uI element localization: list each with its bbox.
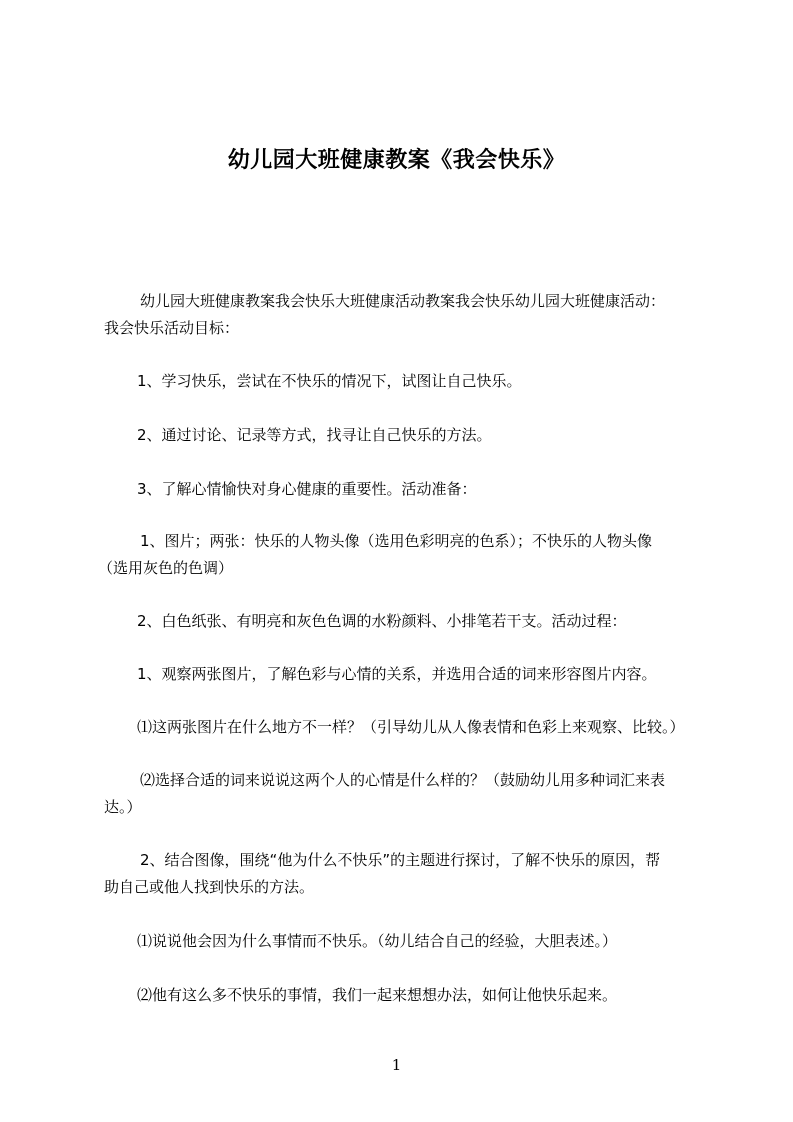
paragraph-step-2-q2 bbox=[104, 982, 714, 1009]
paragraph-step-1 bbox=[104, 661, 714, 688]
paragraph-line: 3、了解心情愉快对身心健康的重要性。活动准备： bbox=[137, 480, 477, 498]
paragraph-line: 1、图片；两张：快乐的人物头像（选用色彩明亮的色系）；不快乐的人物头像 bbox=[140, 532, 653, 550]
paragraph-goal-1 bbox=[104, 368, 714, 395]
paragraph-goal-2 bbox=[104, 422, 714, 449]
paragraph-line: 2、结合图像，围绕“他为什么不快乐”的主题进行探讨，了解不快乐的原因，帮 bbox=[140, 851, 661, 869]
paragraph-intro bbox=[104, 288, 714, 342]
paragraph-line: 1、观察两张图片，了解色彩与心情的关系，并选用合适的词来形容图片内容。 bbox=[137, 665, 657, 683]
page-number: 1 bbox=[391, 1056, 402, 1074]
page-title: 幼儿园大班健康教案《我会快乐》 bbox=[227, 148, 566, 173]
paragraph-step-1-q1 bbox=[104, 714, 744, 741]
paragraph-line: ⑴说说他会因为什么事情而不快乐。（幼儿结合自己的经验，大胆表述。） bbox=[137, 932, 618, 950]
paragraph-line: ⑴这两张图片在什么地方不一样？（引导幼儿从人像表情和色彩上来观察、比较。） bbox=[137, 718, 685, 736]
paragraph-line: 达。） bbox=[104, 798, 142, 816]
paragraph-line: 2、通过讨论、记录等方式，找寻让自己快乐的方法。 bbox=[137, 426, 492, 444]
paragraph-step-1-q2 bbox=[104, 767, 714, 821]
paragraph-line: 助自己或他人找到快乐的方法。 bbox=[104, 878, 315, 896]
paragraph-prep-1 bbox=[98, 528, 714, 582]
paragraph-step-2-q1 bbox=[104, 928, 714, 955]
paragraph-line: （选用灰色的色调） bbox=[98, 559, 234, 577]
paragraph-line: 我会快乐活动目标： bbox=[104, 319, 240, 337]
paragraph-line: ⑵他有这么多不快乐的事情，我们一起来想想办法，如何让他快乐起来。 bbox=[137, 986, 618, 1004]
paragraph-line: 幼儿园大班健康教案我会快乐大班健康活动教案我会快乐幼儿园大班健康活动： bbox=[140, 292, 666, 310]
paragraph-line: 1、学习快乐，尝试在不快乐的情况下，试图让自己快乐。 bbox=[137, 372, 522, 390]
paragraph-line: 2、白色纸张、有明亮和灰色色调的水粉颜料、小排笔若干支。活动过程： bbox=[137, 612, 627, 630]
paragraph-step-2 bbox=[104, 847, 714, 901]
paragraph-goal-3 bbox=[104, 476, 714, 503]
paragraph-prep-2 bbox=[104, 608, 714, 635]
paragraph-line: ⑵选择合适的词来说说这两个人的心情是什么样的？（鼓励幼儿用多种词汇来表 bbox=[140, 771, 666, 789]
